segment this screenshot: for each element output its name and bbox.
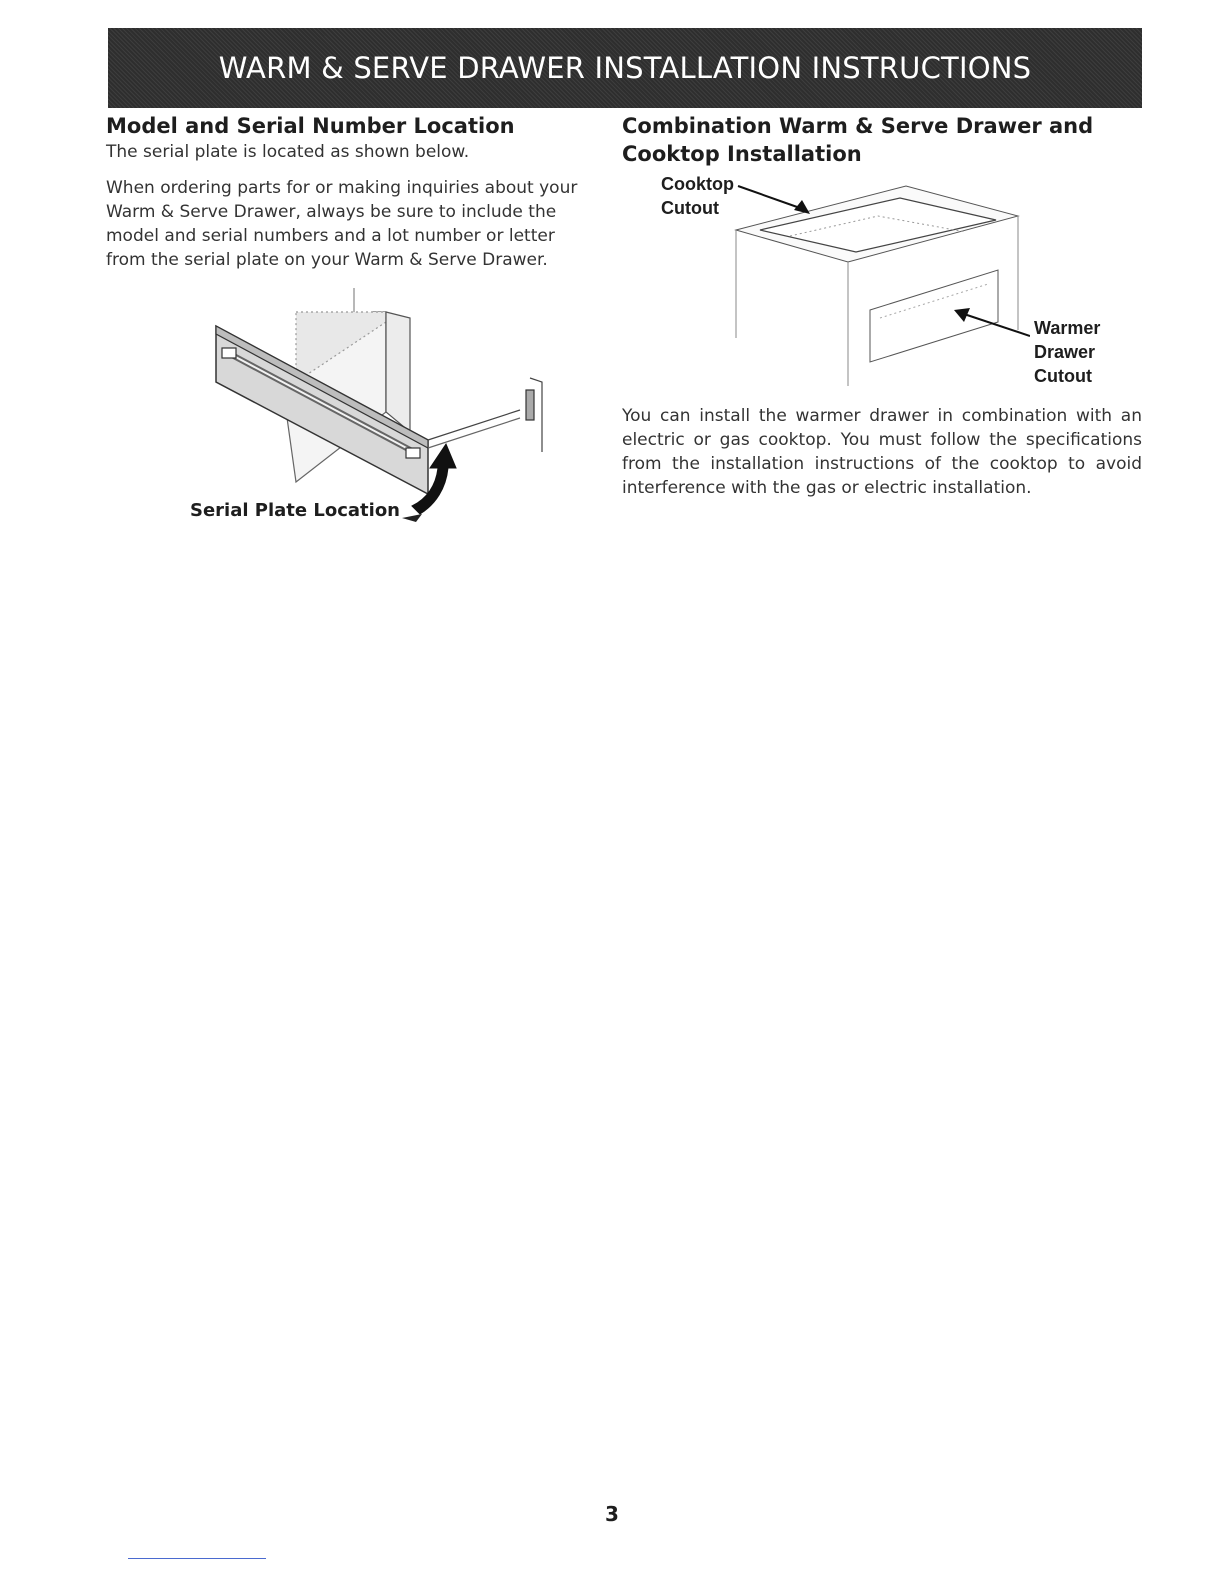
model-serial-intro: The serial plate is located as shown below. (106, 142, 470, 162)
page-title: WARM & SERVE DRAWER INSTALLATION INSTRUCTIONS (218, 51, 1032, 85)
warmer-label-line3: Cutout (1034, 366, 1092, 386)
model-serial-paragraph: When ordering parts for or making inquiries about your Warm & Serve Drawer, always be sure to include the model and serial numbers and a lot number or letter from the serial plate on your Warm & Serve Drawer. (106, 178, 578, 270)
footer-divider (128, 1558, 266, 1559)
cooktop-cutout-label (661, 172, 734, 220)
warming-drawer-illustration (190, 282, 550, 532)
cooktop-cabinet-diagram (730, 180, 1030, 390)
model-serial-section (106, 112, 594, 272)
serial-plate-label: Serial Plate Location (190, 500, 400, 521)
combination-heading: Combination Warm & Serve Drawer and Cooktop Installation (622, 114, 1094, 166)
page-number: 3 (605, 1502, 619, 1526)
warmer-label-line2: Drawer (1034, 342, 1096, 362)
model-serial-heading: Model and Serial Number Location (106, 114, 515, 138)
warmer-label-line1: Warmer (1034, 318, 1101, 338)
cooktop-label-line1: Cooktop (661, 174, 734, 194)
warmer-drawer-cutout-label (1034, 316, 1100, 388)
combination-paragraph: You can install the warmer drawer in combination with an electric or gas cooktop. You must follow the specifications from the installation instructions of the cooktop to avoid interference with the gas or electric installation. (622, 406, 1142, 498)
cooktop-label-line2: Cutout (661, 198, 719, 218)
combination-section (622, 112, 1144, 168)
title-banner (108, 28, 1142, 108)
